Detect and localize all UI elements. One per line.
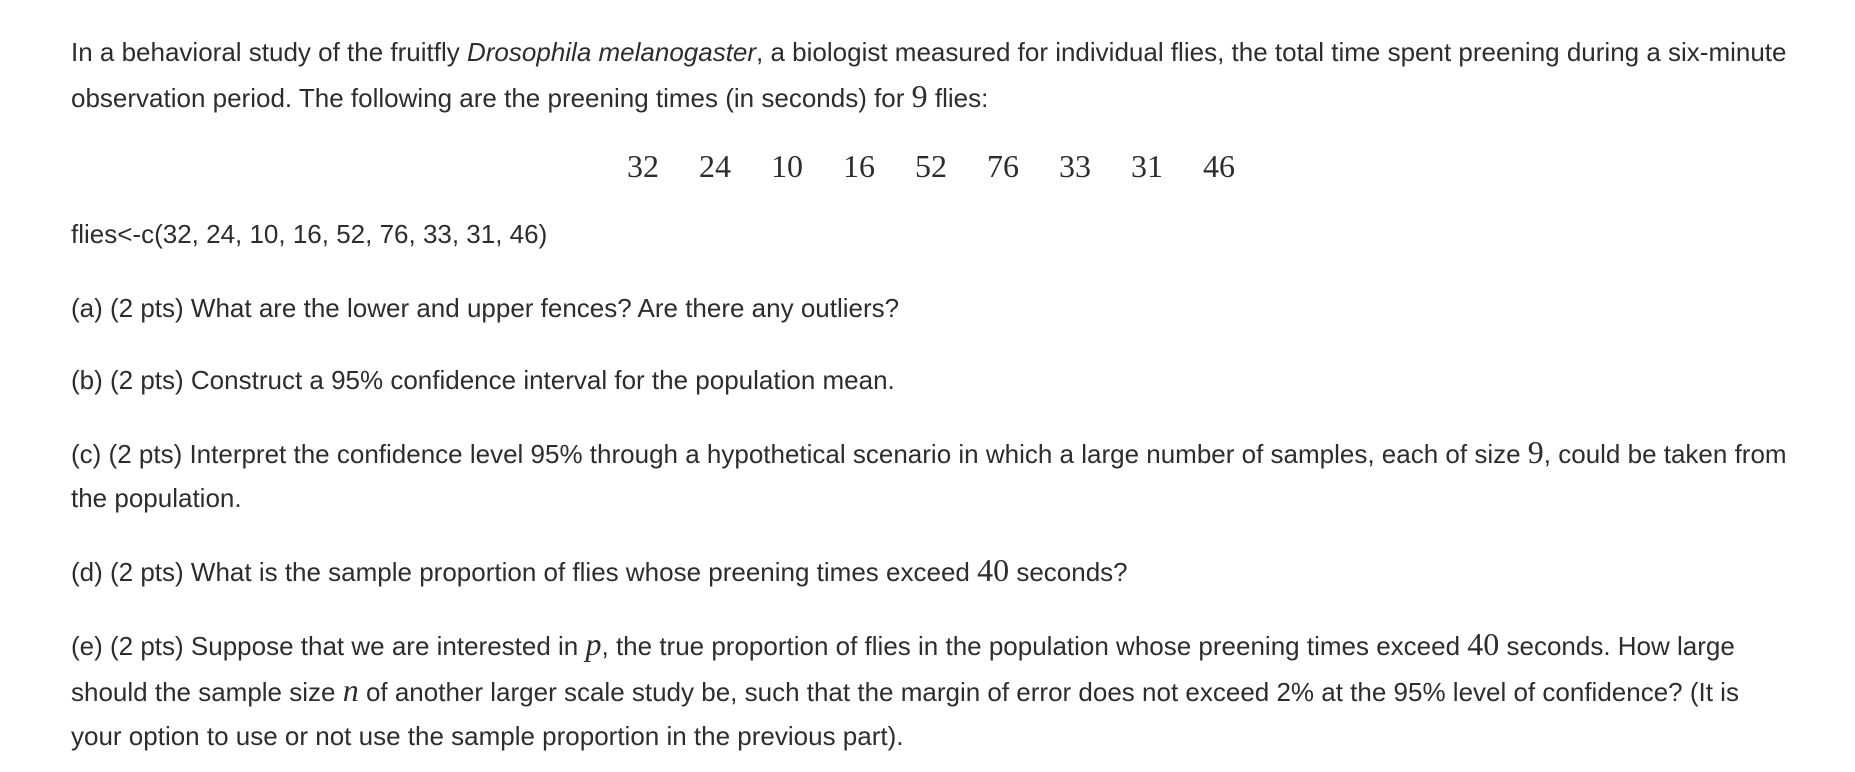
- data-value: 46: [1203, 147, 1235, 184]
- data-value: 33: [1059, 147, 1091, 184]
- question-e-n-symbol: n: [342, 672, 359, 708]
- sample-count: 9: [911, 78, 928, 114]
- question-e-text-2: , the true proportion of flies in the population whose preening times exceed: [601, 631, 1468, 661]
- intro-paragraph: [71, 30, 1791, 120]
- question-b: (b) (2 pts) Construct a 95% confidence interval for the population mean.: [71, 365, 895, 395]
- question-d: [71, 548, 1791, 594]
- question-e-p-symbol: p: [585, 626, 602, 662]
- question-c-text-2: , could be taken from the population.: [71, 439, 1787, 513]
- data-value: 76: [987, 147, 1019, 184]
- data-values-row: [71, 142, 1791, 190]
- intro-text-1: In a behavioral study of the fruitfly: [71, 37, 467, 67]
- data-value: 24: [699, 147, 731, 184]
- data-value: 16: [843, 147, 875, 184]
- question-e: [71, 622, 1791, 758]
- intro-text-3: flies:: [927, 83, 989, 113]
- question-c-text-1: (c) (2 pts) Interpret the confidence level 95% through a hypothetical scenario in which a large number of samples, each of size: [71, 439, 1528, 469]
- question-d-text-2: seconds?: [1009, 557, 1128, 587]
- question-e-text-4: of another larger scale study be, such that the margin of error does not exceed 2% at the 95% level of confidence? (It is your option to use or not use the sample proportion in the previous part).: [71, 677, 1739, 751]
- species-name: Drosophila melanogaster: [467, 37, 757, 67]
- intro-text-2: , a biologist measured for individual flies, the total time spent preening during a six-minute observation period. The following are the preening times (in seconds) for: [71, 37, 1787, 113]
- question-d-text-1: (d) (2 pts) What is the sample proportion of flies whose preening times exceed: [71, 557, 978, 587]
- data-value: 10: [771, 147, 803, 184]
- question-e-threshold: 40: [1467, 626, 1500, 662]
- question-c: [71, 430, 1791, 520]
- data-value: 32: [627, 147, 659, 184]
- question-a: (a) (2 pts) What are the lower and upper fences? Are there any outliers?: [71, 293, 900, 323]
- r-code-line: flies<-c(32, 24, 10, 16, 52, 76, 33, 31, 46): [71, 219, 548, 249]
- data-value: 31: [1131, 147, 1163, 184]
- question-c-sample-size: 9: [1527, 434, 1544, 470]
- problem-document: [71, 30, 1791, 758]
- data-value: 52: [915, 147, 947, 184]
- question-e-text-1: (e) (2 pts) Suppose that we are interested in: [71, 631, 586, 661]
- question-d-threshold: 40: [977, 552, 1010, 588]
- question-e-text-3: seconds. How large should the sample size: [71, 631, 1735, 707]
